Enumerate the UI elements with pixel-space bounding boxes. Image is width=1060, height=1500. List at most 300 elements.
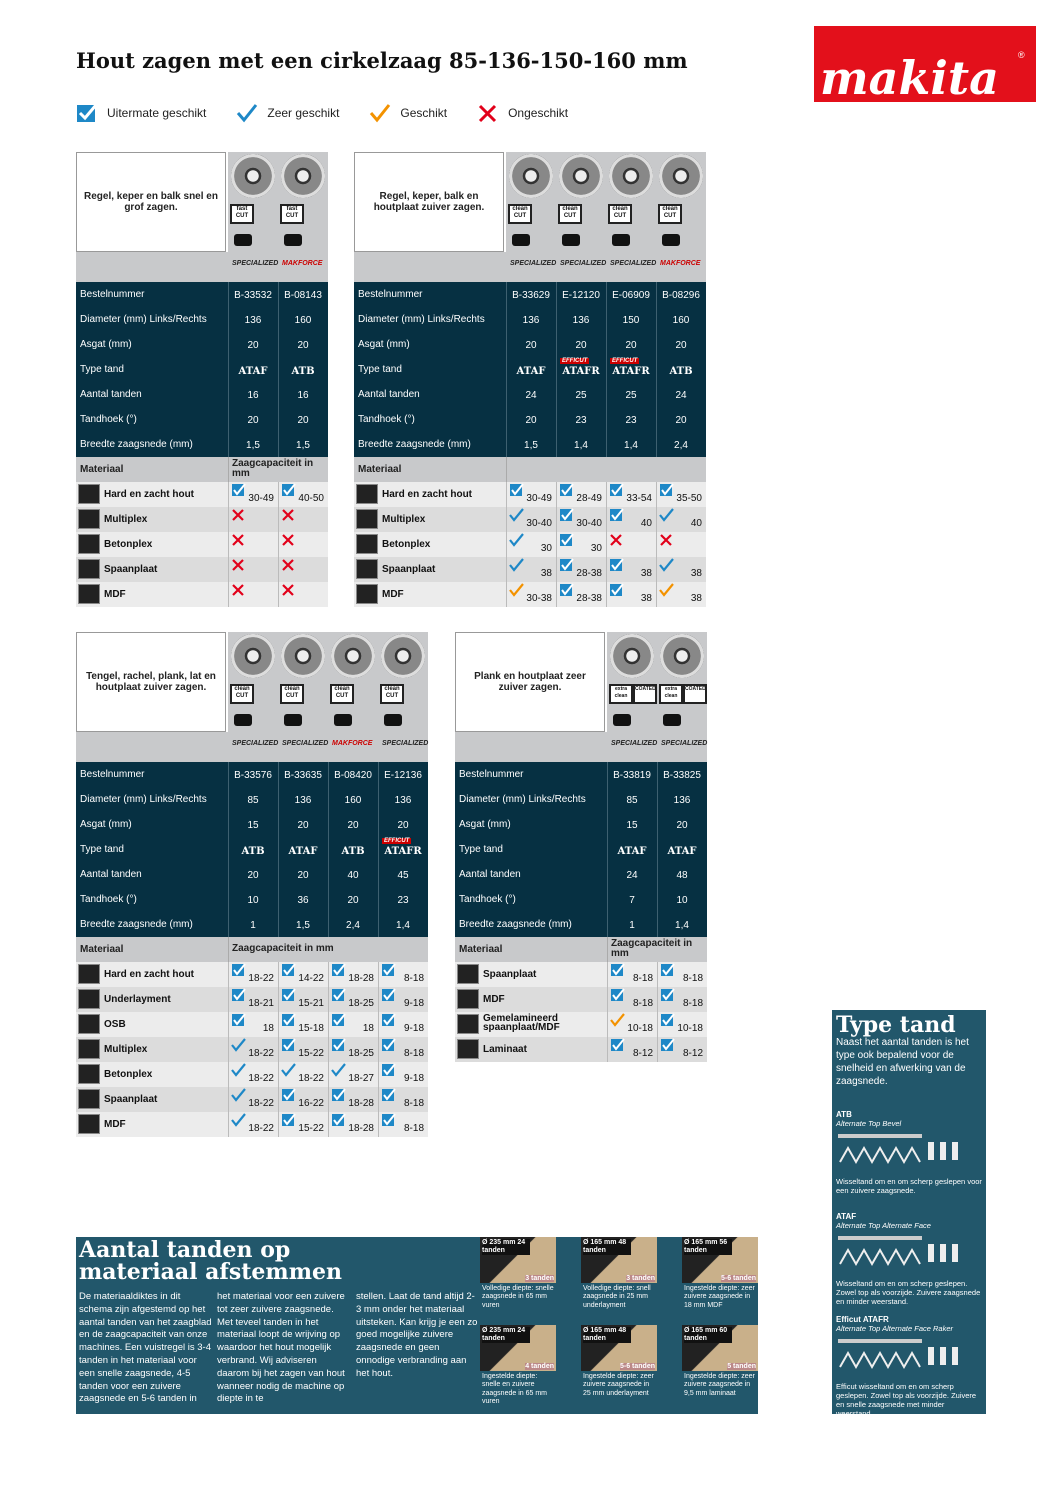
spec-value: 20 <box>625 340 637 351</box>
check-icon <box>231 1038 247 1053</box>
saw-blade-icon <box>559 154 603 198</box>
material-icon <box>78 1064 100 1084</box>
capacity-value: 8-18 <box>632 973 653 984</box>
material-label: Hard en zacht hout <box>382 489 473 500</box>
spec-table <box>76 762 428 937</box>
cross-icon <box>477 103 499 123</box>
spec-value: ATAF <box>238 366 268 377</box>
spec-value: ATAF <box>516 366 546 377</box>
brand-label: MAKFORCE <box>660 260 701 267</box>
spec-value: 16 <box>247 390 259 401</box>
legend-label: Geschikt <box>400 106 448 120</box>
box-check-icon <box>331 963 347 978</box>
check-icon <box>509 508 525 523</box>
spec-value: 20 <box>297 340 309 351</box>
material-row <box>354 482 706 507</box>
spec-row <box>354 432 706 457</box>
material-row <box>455 1012 707 1037</box>
capacity-value: 38 <box>690 568 702 579</box>
capacity-label: Zaagcapaciteit in mm <box>611 938 693 959</box>
capacity-value: 18-22 <box>298 1073 324 1084</box>
capacity-cell <box>278 1012 328 1037</box>
spec-label: Breedte zaagsnede (mm) <box>80 439 193 450</box>
spec-value: 2,4 <box>674 440 688 451</box>
materiaal-header: Materiaal Zaagcapaciteit in mm <box>76 937 428 962</box>
spec-label: Breedte zaagsnede (mm) <box>358 439 471 450</box>
capacity-cell <box>328 1087 378 1112</box>
material-icon <box>78 1039 100 1059</box>
box-check-icon <box>381 1113 397 1128</box>
capacity-cell <box>228 1087 278 1112</box>
capacity-cell <box>657 1012 707 1037</box>
spec-value: 20 <box>247 415 259 426</box>
brand-label: SPECIALIZED <box>560 260 607 267</box>
material-row <box>76 1112 428 1137</box>
spec-row <box>76 357 328 382</box>
material-row <box>354 507 706 532</box>
saw-blade-icon <box>231 634 275 678</box>
spec-label: Diameter (mm) Links/Rechts <box>459 794 586 805</box>
spec-value: 23 <box>575 415 587 426</box>
saw-blade-icon <box>610 634 654 678</box>
svg-text:®: ® <box>1018 50 1025 60</box>
capacity-cell <box>556 507 606 532</box>
material-icon <box>356 559 378 579</box>
material-icon <box>356 484 378 504</box>
spec-value: 1,5 <box>524 440 538 451</box>
legend-item <box>236 103 339 123</box>
orange-check-icon <box>659 583 675 598</box>
spec-value: 1 <box>250 920 256 931</box>
material-row <box>76 962 428 987</box>
capacity-value: 35-50 <box>676 493 702 504</box>
material-icon <box>78 1014 100 1034</box>
spec-value: B-33576 <box>234 770 272 781</box>
capacity-cell <box>607 987 657 1012</box>
capacity-cell <box>228 1112 278 1137</box>
fast-cut-icon: fast CUT <box>230 204 254 224</box>
efficut-badge: EFFICUT <box>562 358 588 364</box>
material-label: Multiplex <box>104 1044 148 1055</box>
check-icon <box>509 533 525 548</box>
spec-value: 7 <box>629 895 635 906</box>
capacity-label: Zaagcapaciteit in mm <box>232 458 314 479</box>
spec-value: ATAFR <box>562 366 600 377</box>
spec-value: 1 <box>629 920 635 931</box>
cross-icon <box>281 558 295 572</box>
capacity-cell <box>228 507 278 532</box>
orange-check-icon <box>369 103 391 123</box>
spec-label: Tandhoek (°) <box>80 894 137 905</box>
cross-icon <box>231 508 245 522</box>
capacity-cell <box>606 582 656 607</box>
aantal-title: Aantal tanden op materiaal afstemmen <box>79 1237 342 1285</box>
spec-value: 20 <box>525 340 537 351</box>
spec-value: 20 <box>297 415 309 426</box>
tooth-example-tile: Ø 165 mm 48 tanden 3 tanden Volledige diepte: snell zaagsnede in 25 mm underlayment <box>583 1239 655 1309</box>
spec-value: 1,5 <box>246 440 260 451</box>
material-label: Spaanplaat <box>382 564 436 575</box>
spec-row <box>455 787 707 812</box>
capacity-cell <box>656 557 706 582</box>
capacity-value: 38 <box>640 568 652 579</box>
circular-saw-icon <box>384 714 402 726</box>
capacity-cell <box>607 962 657 987</box>
spec-row <box>76 837 428 862</box>
spec-label: Type tand <box>80 844 124 855</box>
brand-label: SPECIALIZED <box>232 740 279 747</box>
brand-label: SPECIALIZED <box>232 260 279 267</box>
spec-label: Bestelnummer <box>358 289 423 300</box>
spec-value: 15 <box>247 820 259 831</box>
box-check-icon <box>609 483 625 498</box>
spec-value: B-33532 <box>234 290 272 301</box>
box-check-icon <box>559 533 575 548</box>
box-check-icon <box>281 1038 297 1053</box>
box-check-icon <box>509 483 525 498</box>
spec-row <box>455 812 707 837</box>
type-tand-title: Type tand <box>836 1012 956 1038</box>
box-check-icon <box>381 1063 397 1078</box>
coated-icon: COATED <box>683 684 707 704</box>
capacity-value: 15-22 <box>298 1123 324 1134</box>
circular-saw-icon <box>663 714 681 726</box>
spec-value: 24 <box>675 390 687 401</box>
capacity-cell <box>506 507 556 532</box>
spec-value: 15 <box>626 820 638 831</box>
spec-table <box>354 282 706 457</box>
spec-row <box>354 407 706 432</box>
capacity-value: 18-22 <box>248 973 274 984</box>
material-label: Spaanplaat <box>104 1094 158 1105</box>
material-icon <box>457 1039 479 1059</box>
spec-label: Breedte zaagsnede (mm) <box>80 919 193 930</box>
capacity-value: 18-25 <box>348 1048 374 1059</box>
spec-value: 160 <box>672 315 690 326</box>
spec-row <box>76 307 328 332</box>
spec-row <box>76 282 328 307</box>
spec-value: 136 <box>394 795 412 806</box>
capacity-value: 30-40 <box>576 518 602 529</box>
capacity-cell <box>228 532 278 557</box>
efficut-badge: EFFICUT <box>384 838 410 844</box>
capacity-cell <box>606 507 656 532</box>
material-icon <box>457 989 479 1009</box>
spec-row <box>76 332 328 357</box>
capacity-cell <box>278 532 328 557</box>
clean-cut-icon: clean CUT <box>230 684 254 704</box>
capacity-cell <box>278 507 328 532</box>
material-row <box>76 532 328 557</box>
capacity-cell <box>607 1037 657 1062</box>
capacity-value: 40 <box>640 518 652 529</box>
circular-saw-icon <box>234 234 252 246</box>
circular-saw-icon <box>562 234 580 246</box>
material-icon <box>356 509 378 529</box>
spec-label: Bestelnummer <box>459 769 524 780</box>
material-label: Underlayment <box>104 994 171 1005</box>
box-check-icon <box>381 1013 397 1028</box>
capacity-cell <box>278 582 328 607</box>
spec-value: 16 <box>297 390 309 401</box>
box-check-icon <box>610 963 626 978</box>
box-check-icon <box>660 988 676 1003</box>
spec-value: 24 <box>626 870 638 881</box>
capacity-cell <box>606 482 656 507</box>
capacity-value: 18 <box>362 1023 374 1034</box>
capacity-value: 30 <box>590 543 602 554</box>
spec-value: 20 <box>297 870 309 881</box>
capacity-value: 8-18 <box>682 998 703 1009</box>
spec-row <box>455 887 707 912</box>
spec-value: 10 <box>676 895 688 906</box>
spec-row <box>76 382 328 407</box>
spec-label: Breedte zaagsnede (mm) <box>459 919 572 930</box>
legend-item <box>477 103 568 123</box>
material-label: Betonplex <box>104 1069 153 1080</box>
capacity-cell <box>278 1112 328 1137</box>
material-label: Hard en zacht hout <box>104 489 195 500</box>
material-label: Spaanplaat <box>483 969 537 980</box>
material-icon <box>78 1089 100 1109</box>
spec-value: 1,4 <box>396 920 410 931</box>
material-icon <box>78 584 100 604</box>
spec-row <box>76 432 328 457</box>
capacity-cell <box>506 582 556 607</box>
material-label: Multiplex <box>382 514 426 525</box>
capacity-value: 8-18 <box>403 1048 424 1059</box>
tooth-type-item: Efficut ATAFR Alternate Top Alternate Face Raker Efficut wisseltand om en om scherp geslepen. Zowel top als voorzijde. Zuivere en snelle zaagsnede met minder weerstand. <box>836 1315 977 1418</box>
material-row <box>76 1037 428 1062</box>
circular-saw-icon <box>284 714 302 726</box>
material-icon <box>457 964 479 984</box>
material-label: Betonplex <box>382 539 431 550</box>
spec-row <box>354 357 706 382</box>
spec-table <box>455 762 707 937</box>
spec-value: 25 <box>575 390 587 401</box>
orange-check-icon <box>509 583 525 598</box>
capacity-value: 18-27 <box>348 1073 374 1084</box>
box-check-icon <box>381 1088 397 1103</box>
cross-icon <box>231 558 245 572</box>
spec-value: 1,4 <box>574 440 588 451</box>
capacity-cell <box>278 1062 328 1087</box>
capacity-value: 18-28 <box>348 973 374 984</box>
tooth-example-tile: Ø 165 mm 48 tanden 5-6 tanden Ingestelde diepte: zeer zuivere zaagsnede in 25 mm underlayment <box>583 1327 655 1397</box>
capacity-value: 16-22 <box>298 1098 324 1109</box>
spec-value: 136 <box>294 795 312 806</box>
spec-row <box>455 862 707 887</box>
saw-blade-icon <box>509 154 553 198</box>
legend-label: Ongeschikt <box>508 106 569 120</box>
capacity-value: 8-12 <box>682 1048 703 1059</box>
material-label: MDF <box>104 1119 126 1130</box>
spec-value: 10 <box>247 895 259 906</box>
capacity-cell <box>606 532 656 557</box>
spec-value: ATB <box>291 366 315 377</box>
spec-value: 25 <box>625 390 637 401</box>
capacity-cell <box>656 507 706 532</box>
box-check-icon <box>281 1113 297 1128</box>
capacity-value: 10-18 <box>627 1023 653 1034</box>
brand-label: SPECIALIZED <box>510 260 557 267</box>
material-row <box>76 1012 428 1037</box>
cross-icon <box>281 533 295 547</box>
capacity-value: 18-22 <box>248 1098 274 1109</box>
capacity-cell <box>278 962 328 987</box>
spec-value: 1,5 <box>296 440 310 451</box>
material-icon <box>457 1014 479 1034</box>
box-check-icon <box>281 963 297 978</box>
capacity-cell <box>556 532 606 557</box>
box-check-icon <box>331 1038 347 1053</box>
spec-row <box>76 862 428 887</box>
capacity-cell <box>378 987 428 1012</box>
material-label: Betonplex <box>104 539 153 550</box>
spec-value: 160 <box>344 795 362 806</box>
spec-row <box>455 762 707 787</box>
aantal-col1: De materiaaldiktes in dit schema zijn afgestemd op het aantal tanden van het zaagblad en de zaagcapaciteit van onze machines. Een vuistregel is 3-4 tanden in het materiaal voor een snelle zaagsnede, 4-5 tanden voor een zuivere zaagsnede en 5-6 tanden in <box>79 1291 212 1405</box>
spec-value: 24 <box>525 390 537 401</box>
material-label: Hard en zacht hout <box>104 969 195 980</box>
box-check-icon <box>231 483 247 498</box>
circular-saw-icon <box>334 714 352 726</box>
clean-cut-icon: clean CUT <box>658 204 682 224</box>
saw-blade-icon <box>660 634 704 678</box>
material-icon <box>78 964 100 984</box>
spec-row <box>354 382 706 407</box>
box-check-icon <box>281 1088 297 1103</box>
spec-value: 1,4 <box>675 920 689 931</box>
spec-value: B-08143 <box>284 290 322 301</box>
makita-logo-mark <box>814 26 1036 102</box>
spec-value: 20 <box>525 415 537 426</box>
capacity-value: 8-18 <box>403 1098 424 1109</box>
capacity-cell <box>556 582 606 607</box>
spec-value: 40 <box>347 870 359 881</box>
capacity-value: 30-40 <box>526 518 552 529</box>
box-check-icon <box>381 963 397 978</box>
capacity-cell <box>657 987 707 1012</box>
material-icon <box>78 989 100 1009</box>
capacity-value: 14-22 <box>298 973 324 984</box>
capacity-value: 15-22 <box>298 1048 324 1059</box>
brand-label: SPECIALIZED <box>282 740 329 747</box>
spec-label: Asgat (mm) <box>80 339 132 350</box>
capacity-cell <box>228 1012 278 1037</box>
capacity-cell <box>378 1087 428 1112</box>
material-label: Spaanplaat <box>104 564 158 575</box>
spec-row <box>354 282 706 307</box>
material-icon <box>78 534 100 554</box>
type-tand-panel <box>832 1010 986 1418</box>
spec-value: ATAFR <box>384 846 422 857</box>
tooth-example-tile: Ø 165 mm 60 tanden 5 tanden Ingestelde diepte: zeer zuivere zaagsnede in 9,5 mm laminaat <box>684 1327 756 1397</box>
saw-blade-icon <box>281 634 325 678</box>
saw-blade-icon <box>231 154 275 198</box>
clean-cut-icon: clean CUT <box>558 204 582 224</box>
box-check-icon <box>281 483 297 498</box>
spec-row <box>76 912 428 937</box>
materiaal-header: Materiaal <box>354 457 706 482</box>
spec-value: ATB <box>241 846 265 857</box>
spec-value: 136 <box>673 795 691 806</box>
capacity-cell <box>328 1012 378 1037</box>
capacity-cell <box>228 557 278 582</box>
material-label: MDF <box>483 994 505 1005</box>
spec-row <box>455 912 707 937</box>
capacity-cell <box>278 1037 328 1062</box>
capacity-value: 15-21 <box>298 998 324 1009</box>
capacity-cell <box>228 987 278 1012</box>
cross-icon <box>659 533 673 547</box>
capacity-cell <box>228 482 278 507</box>
fast-cut-icon: fast CUT <box>280 204 304 224</box>
type-tand-intro: Naast het aantal tanden is het type ook bepalend voor de snelheid en afwerking van de zaagsnede. <box>836 1037 969 1087</box>
brand-label: SPECIALIZED <box>382 740 429 747</box>
spec-value: ATAF <box>667 846 697 857</box>
saw-blade-icon <box>331 634 375 678</box>
material-label: Laminaat <box>483 1044 527 1055</box>
spec-value: ATAFR <box>612 366 650 377</box>
spec-value: 20 <box>247 340 259 351</box>
check-icon <box>236 103 258 123</box>
capacity-cell <box>506 557 556 582</box>
spec-value: 160 <box>294 315 312 326</box>
capacity-value: 30-49 <box>248 493 274 504</box>
spec-value: B-08296 <box>662 290 700 301</box>
material-row <box>455 987 707 1012</box>
circular-saw-icon <box>234 714 252 726</box>
legend-item <box>76 103 206 123</box>
spec-row <box>76 812 428 837</box>
material-label: Gemelamineerd spaanplaat/MDF <box>483 1013 560 1033</box>
box-check-icon <box>659 483 675 498</box>
spec-value: 20 <box>397 820 409 831</box>
capacity-cell <box>228 1037 278 1062</box>
spec-row <box>354 332 706 357</box>
material-label: MDF <box>104 589 126 600</box>
box-check-icon <box>76 103 98 123</box>
capacity-value: 38 <box>640 593 652 604</box>
saw-blade-icon <box>659 154 703 198</box>
spec-label: Tandhoek (°) <box>459 894 516 905</box>
spec-value: B-33825 <box>663 770 701 781</box>
capacity-cell <box>607 1012 657 1037</box>
box-check-icon <box>559 508 575 523</box>
spec-value: B-33819 <box>613 770 651 781</box>
spec-row <box>455 837 707 862</box>
brand-label: SPECIALIZED <box>610 260 657 267</box>
spec-row <box>354 307 706 332</box>
spec-value: 85 <box>626 795 638 806</box>
check-icon <box>231 1063 247 1078</box>
brand-label: SPECIALIZED <box>661 740 708 747</box>
spec-label: Aantal tanden <box>80 869 142 880</box>
spec-row <box>76 787 428 812</box>
capacity-cell <box>506 532 556 557</box>
legend-label: Uitermate geschikt <box>107 106 207 120</box>
materiaal-header: Materiaal Zaagcapaciteit in mm <box>76 457 328 482</box>
material-row <box>354 532 706 557</box>
table-header-text: Plank en houtplaat zeer zuiver zagen. <box>455 632 605 732</box>
box-check-icon <box>381 1038 397 1053</box>
table-header-text: Tengel, rachel, plank, lat en houtplaat zuiver zagen. <box>76 632 226 732</box>
tooth-example-tile: Ø 165 mm 56 tanden 5-6 tanden Ingestelde diepte: zeer zuivere zaagsnede in 18 mm MDF <box>684 1239 756 1309</box>
spec-value: 20 <box>675 340 687 351</box>
spec-label: Asgat (mm) <box>80 819 132 830</box>
extra-clean-icon: extra clean <box>659 684 683 704</box>
